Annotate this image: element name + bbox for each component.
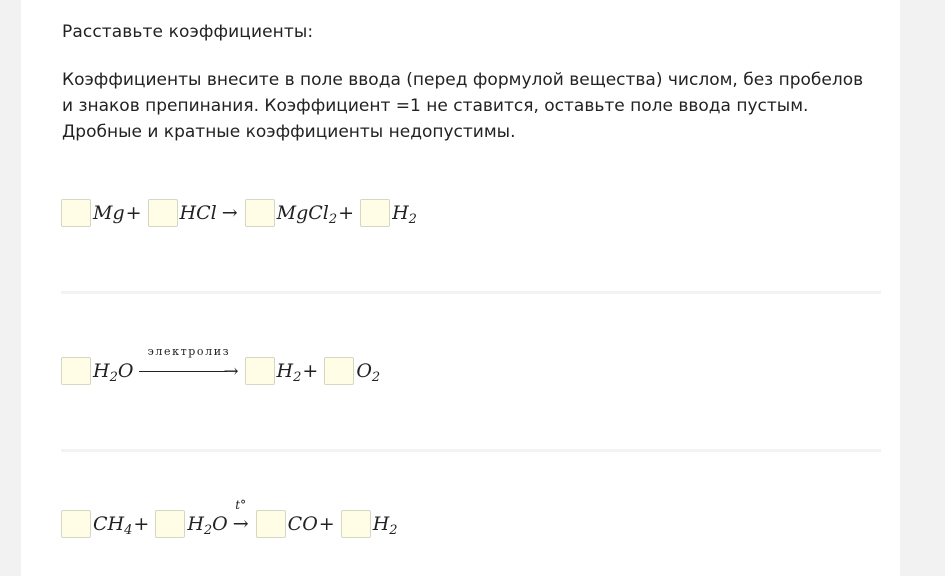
coefficient-input-ch4[interactable] xyxy=(61,510,91,538)
coefficient-input-h2[interactable] xyxy=(360,199,390,227)
equation-3 xyxy=(61,498,398,540)
coefficient-input-co[interactable] xyxy=(256,510,286,538)
coefficient-input-h2[interactable] xyxy=(341,510,371,538)
coefficient-input-h2o[interactable] xyxy=(155,510,185,538)
task-instructions: Коэффициенты внесите в поле ввода (перед формулой вещества) числом, без пробелов и знаков препинания. Коэффициент =1 не ставится, оставьте поле ввода пустым. Дробные и кратные коэффициенты недопустимы. xyxy=(62,70,864,142)
plus-sign: + xyxy=(338,202,355,224)
formula-hcl: HCl xyxy=(179,202,217,224)
task-title: Расставьте коэффициенты: xyxy=(62,22,314,42)
coefficient-input-hcl[interactable] xyxy=(148,199,178,227)
formula-o2: $O_2$ xyxy=(356,360,381,385)
reaction-condition: t° xyxy=(235,498,247,512)
equation-1 xyxy=(61,197,417,229)
formula-mg: Mg xyxy=(93,202,125,224)
reaction-arrow: → xyxy=(221,202,238,224)
formula-co: CO xyxy=(287,513,318,535)
formula-h2o: $H_2O$ xyxy=(93,360,134,385)
divider xyxy=(61,449,881,452)
equation-2 xyxy=(61,344,381,387)
divider xyxy=(61,291,881,294)
coefficient-input-mg[interactable] xyxy=(61,199,91,227)
reaction-arrow-heat: t° → xyxy=(232,498,249,535)
coefficient-input-h2o[interactable] xyxy=(61,357,91,385)
formula-h2: $H_2$ xyxy=(392,202,417,227)
plus-sign: + xyxy=(302,360,319,382)
reaction-condition: электролиз xyxy=(147,344,231,358)
formula-h2: $H_2$ xyxy=(276,360,302,385)
plus-sign: + xyxy=(133,513,150,535)
formula-mgcl2: MgCl$_2$ xyxy=(276,202,338,227)
task-card xyxy=(21,0,900,576)
plus-sign: + xyxy=(125,202,142,224)
formula-ch4: $CH_4$ xyxy=(93,513,133,538)
formula-h2o: $H_2O$ xyxy=(187,513,228,538)
coefficient-input-mgcl2[interactable] xyxy=(245,199,275,227)
coefficient-input-o2[interactable] xyxy=(324,357,354,385)
coefficient-input-h2[interactable] xyxy=(245,357,275,385)
formula-h2: $H_2$ xyxy=(372,513,398,538)
reaction-arrow-electrolysis: электролиз → xyxy=(139,361,238,382)
plus-sign: + xyxy=(318,513,335,535)
